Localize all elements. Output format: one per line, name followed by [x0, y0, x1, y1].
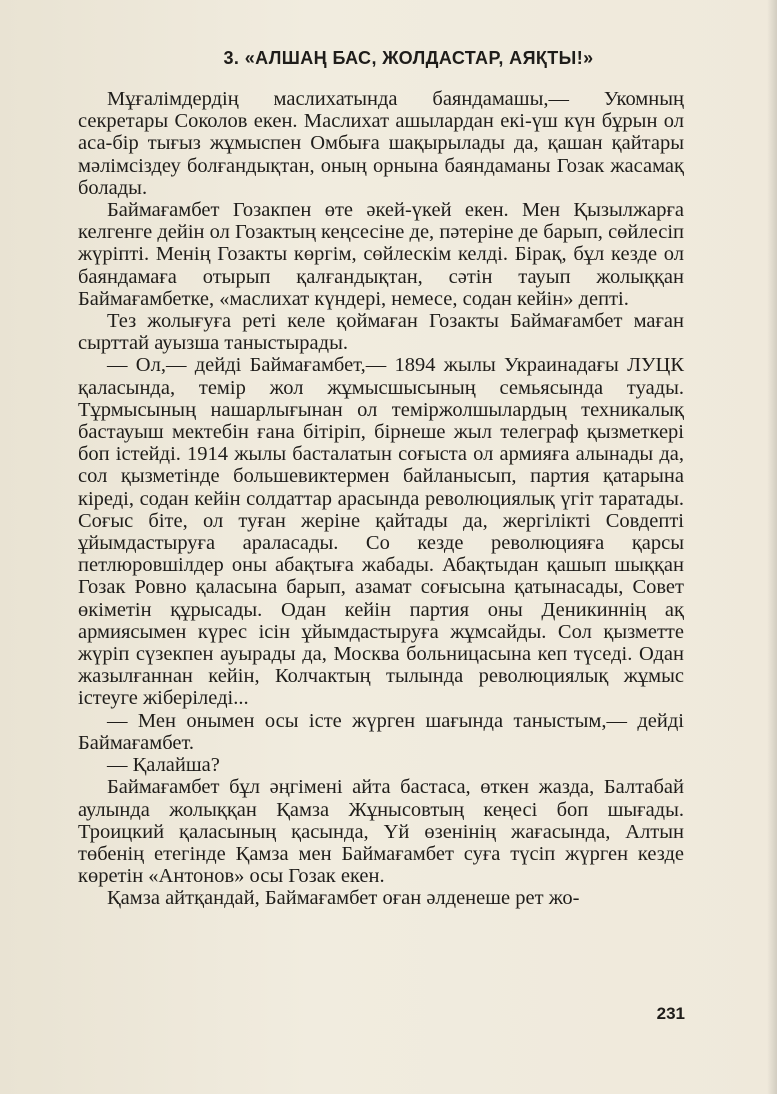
chapter-heading: 3. «АЛШАҢ БАС, ЖОЛДАСТАР, АЯҚТЫ!»	[223, 48, 594, 68]
paragraph-2: Баймағамбет Гозакпен өте әкей-үкей екен. Мен Қызылжарға келгенге дейін ол Гозактың кеңсесіне де, пәтеріне де барып, сөйлесіп жүріпті. Менің Гозакты көргім, сөйлескім келді. Бірақ, бұл кезде ол баяндамаға отырып қалғандықтан, сәтін тауып жолыққан Баймағамбетке, «маслихат күндері, немесе, содан кейін» депті.	[78, 199, 684, 310]
body-text	[78, 88, 684, 910]
page-number: 231	[656, 1004, 685, 1023]
paragraph-4: — Ол,— дейді Баймағамбет,— 1894 жылы Украинадағы ЛУЦК қаласында, темір жол жұмысшысының семьясында туады. Тұрмысының нашарлығынан ол теміржолшылардың техникалық бастауыш мектебін ғана бітіріп, бірнеше жыл телеграф қызметкері боп істейді. 1914 жылы басталатын соғыста ол армияға алынады да, сол қызметінде большевиктермен байланысып, партия қатарына кіреді, содан кейін солдаттар арасында революциялық үгіт таратады. Соғыс біте, ол туған жеріне қайтады да, жергілікті Совдепті ұйымдастыруға араласады. Со кезде революцияға қарсы петлюровшілдер оны абақтыға жабады. Абақтыдан қашып шыққан Гозак Ровно қаласына барып, азамат соғысына қатынасады, Совет өкіметін құрысады. Одан кейін партия оны Деникиннің ақ армиясымен күрес ісін ұйымдастыруға жұмсайды. Сол қызметте жүріп сүзекпен ауырады да, Москва больницасына кеп түседі. Одан жазылғаннан кейін, Колчактың тылында революциялық жұмыс істеуге жіберіледі...	[78, 354, 684, 710]
paragraph-8: Қамза айтқандай, Баймағамбет оған әлденеше рет жо-	[107, 887, 580, 910]
paragraph-7: Баймағамбет бұл әңгімені айта бастаса, өткен жазда, Балтабай аулында жолыққан Қамза Жұнысовтың кеңесі боп шығады. Троицкий қаласының қасында, Үй өзенінің жағасында, Алтын төбенің етегінде Қамза мен Баймағамбет суға түсіп жүрген кезде көретін «Антонов» осы Гозак екен.	[78, 776, 684, 888]
paragraph-5: — Мен онымен осы істе жүрген шағында таныстым,— дейді Баймағамбет.	[78, 709, 684, 754]
paragraph-1: Мұғалімдердің маслихатында баяндамашы,— Укомның секретары Соколов екен. Маслихат ашылардан екі-үш күн бұрын ол аса-бір тығыз жұмыспен Омбыға шақырылады да, қашан қайтары мәлімсіздеу болғандықтан, оның орнына баяндаманы Гозак жасамақ болады.	[78, 88, 684, 199]
paragraph-3: Тез жолығуға реті келе қоймаған Гозакты Баймағамбет маған сырттай ауызша таныстырады.	[78, 310, 684, 355]
paragraph-6: — Қалайша?	[107, 754, 220, 777]
